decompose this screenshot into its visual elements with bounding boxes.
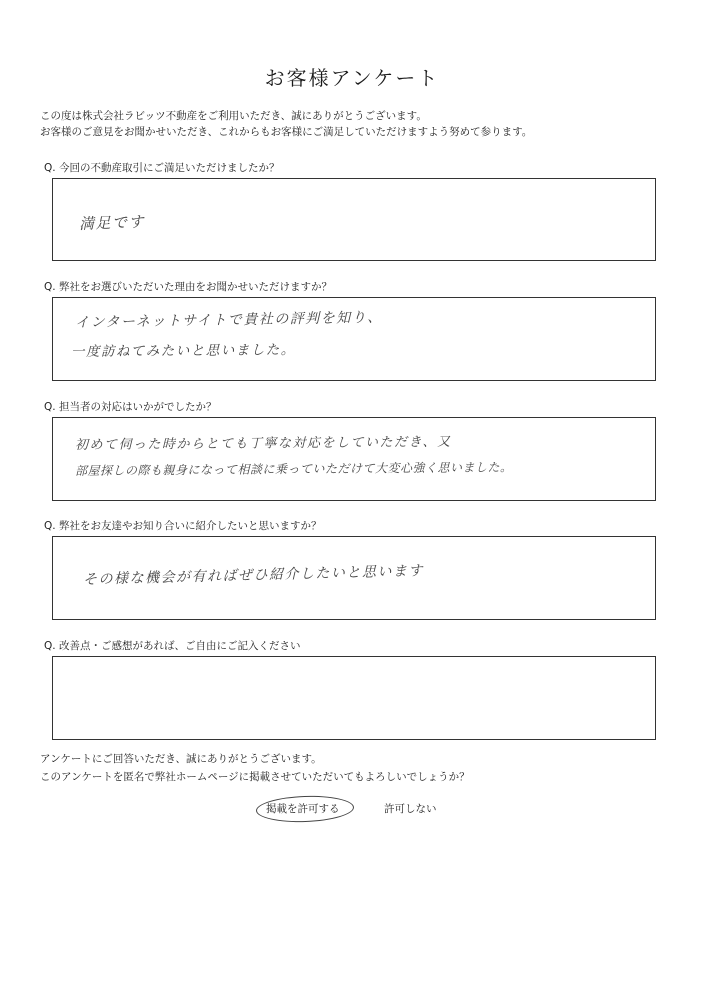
intro-line: この度は株式会社ラビッツ不動産をご利用いただき、誠にありがとうございます。 [40,110,427,122]
question-label-1: Q. 今回の不動産取引にご満足いただけましたか？ [44,162,280,174]
handwritten-answer: 満足です [78,212,146,233]
intro-line: お客様のご意見をお聞かせいただき、これからもお客様にご満足していただけますよう努めて参ります。 [40,126,533,138]
page-title: お客様アンケート [264,66,440,90]
closing-text [40,750,470,786]
answer-box-1[interactable] [52,178,656,261]
handwritten-answer: 部屋探しの際も親身になって相談に乗っていただけて大変心強く思いました。 [74,460,513,478]
question-label-5: Q. 改善点・ご感想があれば、ご自由にご記入ください [44,640,301,652]
question-label-3: Q. 担当者の対応はいかがでしたか？ [44,401,217,413]
handwritten-answer: その様な機会が有ればぜひ紹介したいと思います [82,563,425,588]
handwritten-answer: 一度訪ねてみたいと思いました。 [70,342,296,360]
allow-publication-option[interactable]: 掲載を許可する [266,803,340,815]
closing-line: このアンケートを匿名で弊社ホームページに掲載させていただいてもよろしいでしょうか？ [40,771,470,783]
answer-box-5[interactable] [52,656,656,740]
answer-box-2[interactable] [52,297,656,381]
closing-line: アンケートにご回答いただき、誠にありがとうございます。 [40,753,322,765]
answer-box-3[interactable] [52,417,656,501]
intro-text [40,108,670,140]
handwritten-answer: 初めて伺った時からとても丁寧な対応をしていただき、又 [74,434,452,453]
question-label-2: Q. 弊社をお選びいただいた理由をお聞かせいただけますか？ [44,281,332,293]
handwritten-answer: インターネットサイトで貴社の評判を知り、 [74,309,383,331]
deny-publication-option[interactable]: 許可しない [384,803,437,815]
answer-box-4[interactable] [52,536,656,620]
question-label-4: Q. 弊社をお友達やお知り合いに紹介したいと思いますか？ [44,520,322,532]
